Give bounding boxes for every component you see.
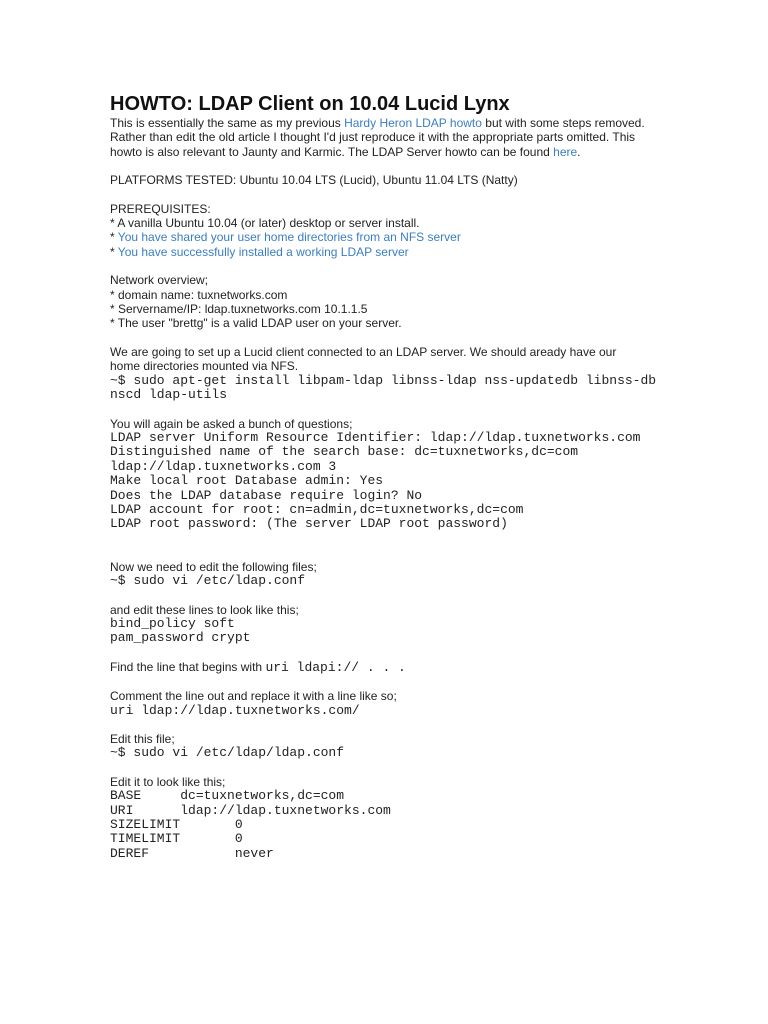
vi-ldap-conf-command: ~$ sudo vi /etc/ldap.conf [110, 573, 306, 589]
questions-code: LDAP server Uniform Resource Identifier: ldap://ldap.tuxnetworks.com Distinguished name of the search base: dc=tuxnetworks,dc=com ldap://ldap.tuxnetworks.com 3 Make local root Database admin: Yes Does the LDAP database require login? No LDAP account for root: cn=admin,dc=tuxnetworks,dc=com LDAP root password: (The server LDAP root password) [110, 429, 641, 532]
setup-text: home directories mounted via NFS. [110, 359, 299, 374]
intro-line-1 [110, 116, 670, 130]
bullet: * [110, 230, 118, 245]
edit-it-text: Edit it to look like this; [110, 774, 226, 789]
prerequisite-item [110, 245, 670, 259]
bullet: * [110, 244, 118, 259]
network-item: * Servername/IP: ldap.tuxnetworks.com 10.1.1.5 [110, 302, 368, 317]
questions-text: You will again be asked a bunch of questions; [110, 416, 353, 431]
hardy-heron-howto-link[interactable]: Hardy Heron LDAP howto [344, 116, 482, 130]
base-uri-code: BASE dc=tuxnetworks,dc=com URI ldap://ldap.tuxnetworks.com [110, 788, 391, 818]
find-line-text [110, 660, 670, 675]
document-page [110, 92, 670, 861]
platforms-tested: PLATFORMS TESTED: Ubuntu 10.04 LTS (Lucid), Ubuntu 11.04 LTS (Natty) [110, 173, 518, 188]
intro-line-2: Rather than edit the old article I thought I'd just reproduce it with the appropriate parts omitted. This [110, 130, 636, 145]
prerequisites-heading: PREREQUISITES: [110, 201, 211, 216]
bind-policy-code: bind_policy soft [110, 615, 235, 631]
comment-line-text: Comment the line out and replace it with a line like so; [110, 689, 397, 704]
edit-lines-text: and edit these lines to look like this; [110, 602, 299, 617]
prerequisite-item: * A vanilla Ubuntu 10.04 (or later) desktop or server install. [110, 216, 420, 231]
intro-text: . [577, 144, 581, 159]
edit-files-text: Now we need to edit the following files; [110, 559, 317, 574]
network-item: * The user "brettg" is a valid LDAP user on your server. [110, 316, 402, 331]
prerequisite-item [110, 230, 670, 244]
page-title: HOWTO: LDAP Client on 10.04 Lucid Lynx [110, 93, 510, 115]
limits-code: SIZELIMIT 0 TIMELIMIT 0 DEREF never [110, 817, 274, 861]
uri-code: uri ldap://ldap.tuxnetworks.com/ [110, 702, 360, 718]
setup-text: We are going to set up a Lucid client connected to an LDAP server. We should aready have our [110, 344, 617, 359]
intro-text: This is essentially the same as my previous [110, 116, 345, 130]
network-overview-heading: Network overview; [110, 273, 209, 288]
ldap-server-howto-link[interactable]: here [553, 144, 578, 159]
network-item: * domain name: tuxnetworks.com [110, 287, 288, 302]
edit-this-file-text: Edit this file; [110, 732, 175, 746]
install-command: ~$ sudo apt-get install libpam-ldap libnss-ldap nss-updatedb libnss-db nscd ldap-utils [110, 372, 657, 403]
vi-ldap-ldap-conf-command: ~$ sudo vi /etc/ldap/ldap.conf [110, 745, 345, 761]
pam-password-code: pam_password crypt [110, 630, 251, 646]
intro-line-3 [110, 145, 670, 159]
nfs-share-link[interactable]: You have shared your user home directories from an NFS server [117, 230, 461, 245]
intro-text: howto is also relevant to Jaunty and Karmic. The LDAP Server howto can be found [110, 144, 554, 159]
ldap-server-install-link[interactable]: You have successfully installed a working LDAP server [117, 244, 409, 259]
uri-ldapi-code: uri ldapi:// . . . [265, 659, 406, 675]
intro-text: but with some steps removed. [481, 116, 645, 130]
find-line-label: Find the line that begins with [110, 659, 266, 674]
